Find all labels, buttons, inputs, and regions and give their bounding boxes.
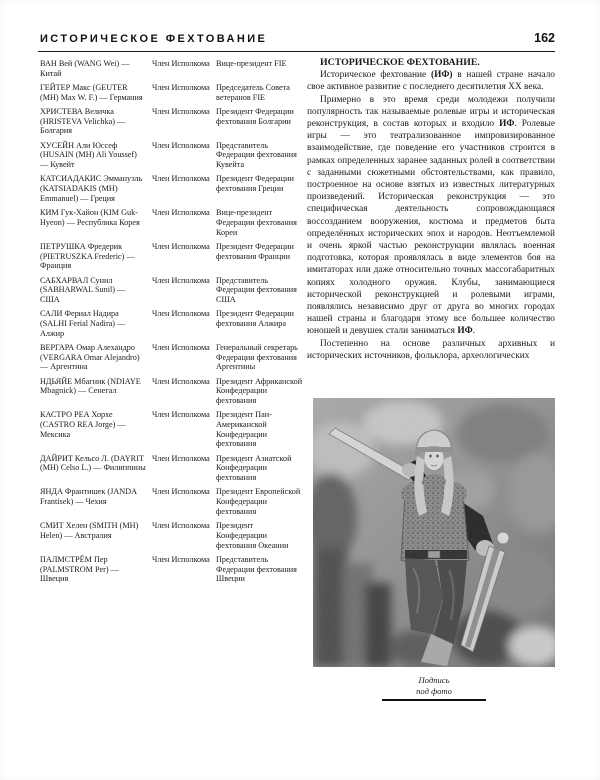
official-role: Член Исполкома [152,453,210,463]
officials-table [40,57,305,701]
official-role: Член Исполкома [152,554,210,564]
official-name: ЯНДА Франтишек (JANDA Frantisek) — Чехия [40,487,137,507]
official-name: КИМ Гук-Хайон (KIM Guk-Hyeon) — Республика Корея [40,208,140,227]
official-role: Член Исполкома [152,309,210,319]
table-row [40,107,305,136]
official-role: Член Исполкома [152,275,210,285]
official-position: Представитель Федерации фехтования Швеции [216,554,297,584]
table-row [40,141,305,170]
table-row [40,377,305,406]
official-name: ПАЛМСТРЁМ Пер (PALMSTROM Per) — Швеция [40,554,119,584]
official-position: Генеральный секретарь Федерации фехтования Аргентины [216,342,298,372]
official-position: Председатель Совета ветеранов FIE [216,83,290,102]
official-name: ГЕЙТЕР Макс (GEUTER (MH) Max W. F.) — Германия [40,83,143,102]
official-position: Президент Федерации фехтования Франции [216,241,294,261]
official-name: КАТСИАДАКИС Эммануэль (KATSIADAKIS (MH) Emmanuel) — Греция [40,174,143,203]
official-name: ПЕТРУШКА Фредерик (PIETRUSZKA Frederic) — Франция [40,241,135,271]
table-row [40,276,305,305]
official-position: Президент Федерации фехтования Алжира [216,309,294,328]
article-body [307,69,555,362]
official-name: ХУСЕЙН Али Юссеф (HUSAIN (MH) Ali Youssef) — Кувейт [40,140,137,170]
table-row [40,410,305,449]
header-rule [38,51,555,52]
official-name: ВЕРГАРА Омар Алехандро (VERGARA Omar Alejandro) — Аргентина [40,342,140,372]
page-number: 162 [534,31,555,45]
official-name: САЛИ Фериал Надира (SALHI Ferial Nadira) — Алжир [40,309,126,338]
running-title: ИСТОРИЧЕСКОЕ ФЕХТОВАНИЕ [40,33,268,45]
photo-caption-line2: под фото [416,685,452,696]
official-role: Член Исполкома [152,174,210,184]
official-position: Вице-президент FIE [216,59,287,68]
official-name: КАСТРО РЕА Хорхе (CASTRO REA Jorge) — Мексика [40,410,126,439]
table-row [40,555,305,584]
official-position: Президент Федерации фехтования Греции [216,174,294,194]
table-row [40,174,305,203]
official-position: Президент Африканской Конфедерации фехтования [216,376,303,406]
official-role: Член Исполкома [152,521,210,531]
official-position: Вице-президент Федерации фехтования Кореи [216,208,297,237]
official-position: Президент Федерации фехтования Болгарии [216,107,294,126]
photo-caption [313,675,555,701]
official-position: Президент Пан-Американской Конфедерации фехтования [216,410,272,449]
table-row [40,454,305,483]
official-role: Член Исполкома [152,241,210,251]
official-position: Президент Конфедерации фехтования Океании [216,521,289,550]
table-row [40,309,305,338]
official-name: СМИТ Хелен (SMITH (MH) Helen) — Австралия [40,521,139,540]
official-name: ДАЙРИТ Кельсо Л. (DAYRIT (MH) Celso L.) — Филиппины [40,453,146,473]
photo-caption-line1: Подпись [418,675,450,686]
table-row [40,343,305,372]
official-role: Член Исполкома [152,59,210,68]
official-name: НДЬЯЙЕ Мбагник (NDIAYE Mbagnick) — Сенегал [40,376,141,396]
table-row [40,59,305,78]
official-name: ХРИСТЕВА Величка (HRISTEVA Velichka) — Болгария [40,107,126,136]
official-name: САБХАРВАЛ Сунил (SABHARWAL Sunil) — США [40,275,126,304]
official-role: Член Исполкома [152,83,210,92]
official-position: Президент Азиатской Конфедерации фехтования [216,453,292,483]
photo-figure [313,398,555,701]
official-role: Член Исполкома [152,487,210,497]
official-role: Член Исполкома [152,342,210,352]
official-role: Член Исполкома [152,140,210,150]
article-paragraph: Постепенно на основе различных архивных и исторических источников, фольклора, археологических [307,338,555,361]
official-position: Представитель Федерации фехтования США [216,275,297,304]
table-row [40,83,305,102]
article-paragraph: Примерно в это время среди молодежи получили популярность так называемые ролевые игры и историческая реконструкция, в состав которых и входило ИФ. Ролевые игры — это театрализованное импровизированное взаимодействие, где поведение его участников строится в рамках определенных заранее заданных ролей в соответствии с заданными сюжетными обстоятельствами, как правило, построенное на основе взятых из известных литературных произведений. Историческая реконструкция — это специфическая деятельность сопровождающаяся воссозданием вооружения, костюма и предметов быта определённых исторических эпох и народов. Неотъемлемой и очень яркой частью реконструкции являлась военная подготовка, которая проявлялась в виде элементов боя на имитаторах или даже относительно точных массогабаритных копиях холодного оружия. Клубы, занимающиеся исторической реконструкцией и ролевыми играми, появлялись независимо друг от друга во многих городах нашей страны и благодаря этому все большее количество юношей и девушек стали заниматься ИФ. [307,94,555,337]
running-header [40,31,555,45]
official-role: Член Исполкома [152,208,210,218]
article-paragraph: Историческое фехтование (ИФ) в нашей стране начало свое активное развитие с последнего десятилетия XX века. [307,70,555,93]
caption-rule [382,699,486,701]
article-column [307,57,555,701]
table-row [40,242,305,271]
official-position: Президент Европейской Конфедерации фехтования [216,487,301,516]
table-row [40,208,305,237]
article [307,57,555,362]
article-title: ИСТОРИЧЕСКОЕ ФЕХТОВАНИЕ. [320,57,480,68]
table-row [40,521,305,550]
official-role: Член Исполкома [152,410,210,420]
official-role: Член Исполкома [152,376,210,386]
knight-photo [313,398,555,667]
page-content [40,57,555,701]
official-role: Член Исполкома [152,107,210,116]
table-row [40,487,305,516]
official-name: ВАН Вей (WANG Wei) — Китай [40,59,130,78]
official-position: Представитель Федерации фехтования Кувейта [216,140,297,170]
